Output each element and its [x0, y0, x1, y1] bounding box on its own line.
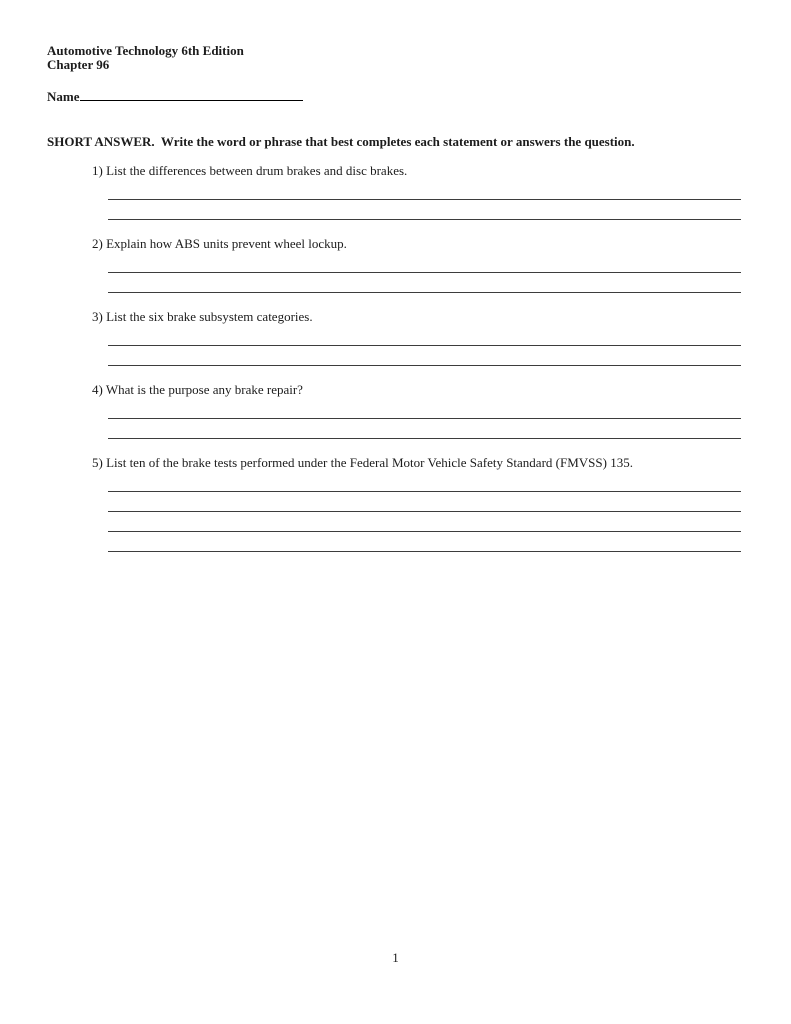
- answer-line: [108, 200, 741, 220]
- question-text: [92, 382, 741, 398]
- page-number: 1: [392, 950, 399, 965]
- question-text: [92, 236, 741, 252]
- book-title: Automotive Technology 6th Edition: [47, 43, 244, 58]
- chapter-label: Chapter 96: [47, 57, 110, 72]
- question-body: What is the purpose any brake repair?: [105, 382, 303, 397]
- question-number: 1): [92, 163, 103, 178]
- question-number: 3): [92, 309, 103, 324]
- question-text: [92, 163, 741, 179]
- section-heading: SHORT ANSWER. Write the word or phrase that best completes each statement or answers the question.: [47, 134, 635, 149]
- name-label: Name: [47, 89, 80, 104]
- question-2: [92, 236, 741, 293]
- name-row: [47, 88, 741, 105]
- question-body: List the six brake subsystem categories.: [106, 309, 313, 324]
- answer-lines: [108, 179, 741, 220]
- answer-lines: [108, 325, 741, 366]
- answer-lines: [108, 471, 741, 552]
- question-body: Explain how ABS units prevent wheel lockup.: [106, 236, 347, 251]
- question-body: List ten of the brake tests performed under the Federal Motor Vehicle Safety Standard (FMVSS) 135.: [106, 455, 633, 470]
- question-3: [92, 309, 741, 366]
- question-text: [92, 309, 741, 325]
- answer-line: [108, 252, 741, 273]
- question-text: [92, 455, 741, 471]
- answer-line: [108, 471, 741, 492]
- answer-line: [108, 273, 741, 293]
- answer-line: [108, 179, 741, 200]
- answer-line: [108, 346, 741, 366]
- answer-line: [108, 398, 741, 419]
- question-number: 2): [92, 236, 103, 251]
- question-1: [92, 163, 741, 220]
- question-number: 4): [92, 382, 103, 397]
- document-header: [47, 44, 741, 72]
- question-5: [92, 455, 741, 552]
- question-number: 5): [92, 455, 103, 470]
- question-body: List the differences between drum brakes and disc brakes.: [106, 163, 408, 178]
- name-underline: [80, 88, 303, 101]
- answer-lines: [108, 252, 741, 293]
- answer-lines: [108, 398, 741, 439]
- answer-line: [108, 419, 741, 439]
- answer-line: [108, 325, 741, 346]
- answer-line: [108, 492, 741, 512]
- answer-line: [108, 532, 741, 552]
- answer-line: [108, 512, 741, 532]
- question-4: [92, 382, 741, 439]
